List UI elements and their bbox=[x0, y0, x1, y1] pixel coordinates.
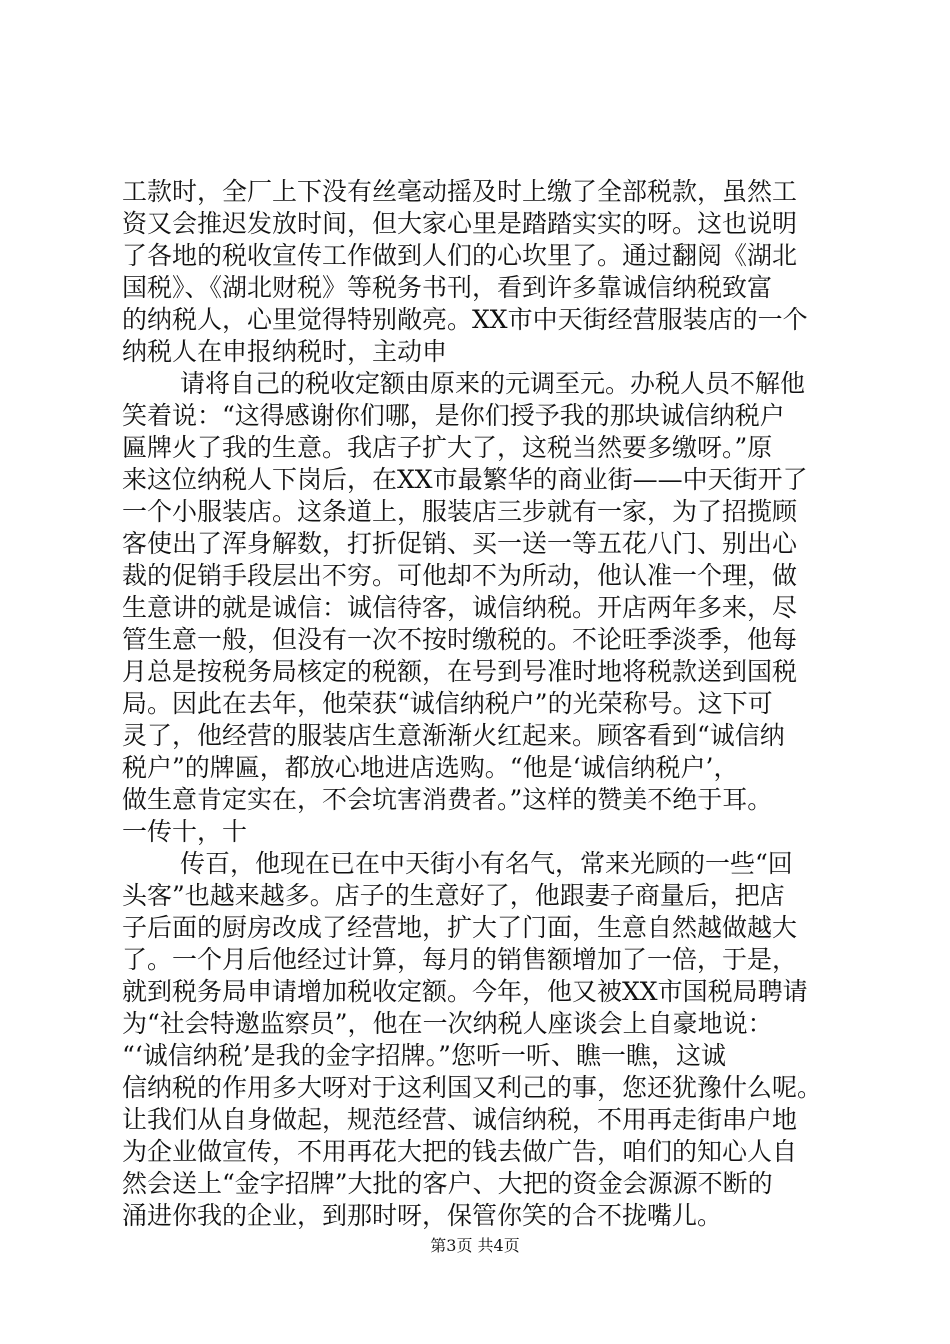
text-line: 匾牌火了我的生意。我店子扩大了，这税当然要多缴呀。”原 bbox=[122, 433, 773, 462]
text-line: 信纳税的作用多大呀对于这利国又利己的事，您还犹豫什么呢。 bbox=[122, 1073, 823, 1102]
text-line: 纳税人在申报纳税时，主动申 bbox=[122, 337, 448, 366]
text-line: 工款时，全厂上下没有丝毫动摇及时上缴了全部税款，虽然工 bbox=[122, 177, 798, 206]
text-line: 涌进你我的企业，到那时呀，保管你笑的合不拢嘴儿。 bbox=[122, 1201, 723, 1230]
text-line: 管生意一般，但没有一次不按时缴税的。不论旺季淡季，他每 bbox=[122, 625, 798, 654]
text-line: 一个小服装店。这条道上，服装店三步就有一家，为了招揽顾 bbox=[122, 497, 798, 526]
text-line: 一传十，十 bbox=[122, 817, 248, 846]
text-line: 裁的促销手段层出不穷。可他却不为所动，他认准一个理，做 bbox=[122, 561, 798, 590]
text-line: 让我们从自身做起，规范经营、诚信纳税，不用再走街串户地 bbox=[122, 1105, 798, 1134]
text-line: 传百，他现在已在中天街小有名气，常来光顾的一些“回 bbox=[180, 849, 793, 878]
paragraph-1 bbox=[122, 176, 838, 368]
page-number-footer: 第3页 共4页 bbox=[430, 1236, 520, 1255]
text-line: 月总是按税务局核定的税额，在号到号准时地将税款送到国税 bbox=[122, 657, 798, 686]
text-line: 国税》、《湖北财税》等税务书刊，看到许多靠诚信纳税致富 bbox=[122, 273, 773, 302]
text-line: 了。一个月后他经过计算，每月的销售额增加了一倍，于是， bbox=[122, 945, 798, 974]
text-line: 来这位纳税人下岗后，在XX市最繁华的商业街——中天街开了 bbox=[122, 465, 808, 494]
text-line: 就到税务局申请增加税收定额。今年，他又被XX市国税局聘请 bbox=[122, 977, 808, 1006]
text-line: 税户”的牌匾，都放心地进店选购。“他是‘诚信纳税户’， bbox=[122, 753, 739, 782]
text-line: 局。因此在去年，他荣获“诚信纳税户”的光荣称号。这下可 bbox=[122, 689, 773, 718]
text-line: 为“社会特邀监察员”，他在一次纳税人座谈会上自豪地说： bbox=[122, 1009, 773, 1038]
text-line: 请将自己的税收定额由原来的元调至元。办税人员不解他 bbox=[180, 369, 806, 398]
text-line: 做生意肯定实在，不会坑害消费者。”这样的赞美不绝于耳。 bbox=[122, 785, 773, 814]
text-line: 了各地的税收宣传工作做到人们的心坎里了。通过翻阅《湖北 bbox=[122, 241, 798, 270]
text-line: 头客”也越来越多。店子的生意好了，他跟妻子商量后，把店 bbox=[122, 881, 785, 910]
text-line: 的纳税人，心里觉得特别敞亮。XX市中天街经营服装店的一个 bbox=[122, 305, 808, 334]
text-line: 子后面的厨房改成了经营地，扩大了门面，生意自然越做越大 bbox=[122, 913, 798, 942]
text-line: 为企业做宣传，不用再花大把的钱去做广告，咱们的知心人自 bbox=[122, 1137, 798, 1166]
paragraph-3 bbox=[122, 848, 838, 1232]
document-body bbox=[122, 176, 838, 1232]
text-line: 灵了，他经营的服装店生意渐渐火红起来。顾客看到“诚信纳 bbox=[122, 721, 785, 750]
text-line: 生意讲的就是诚信：诚信待客，诚信纳税。开店两年多来，尽 bbox=[122, 593, 798, 622]
paragraph-2 bbox=[122, 368, 838, 848]
text-line: 资又会推迟发放时间，但大家心里是踏踏实实的呀。这也说明 bbox=[122, 209, 798, 238]
text-line: 然会送上“金字招牌”大批的客户、大把的资金会源源不断的 bbox=[122, 1169, 773, 1198]
text-line: 笑着说：“这得感谢你们哪，是你们授予我的那块诚信纳税户 bbox=[122, 401, 785, 430]
text-line: “‘诚信纳税’是我的金字招牌。”您听一听、瞧一瞧，这诚 bbox=[122, 1041, 726, 1070]
text-line: 客使出了浑身解数，打折促销、买一送一等五花八门、别出心 bbox=[122, 529, 798, 558]
